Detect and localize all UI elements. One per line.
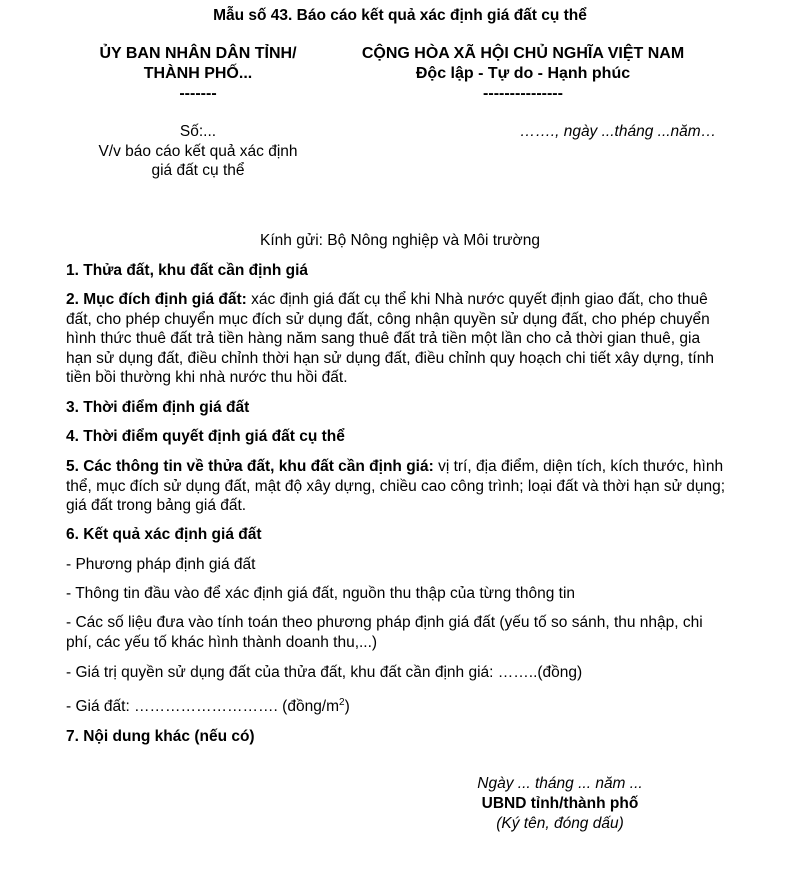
recipient-line: Kính gửi: Bộ Nông nghiệp và Môi trường [260, 232, 540, 249]
agency-rule: ------- [179, 85, 217, 102]
section-3-heading: 3. Thời điểm định giá đất [66, 399, 250, 416]
document-number: Số:... [179, 123, 217, 140]
signature-note: (Ký tên, đóng dấu) [496, 815, 624, 832]
agency-line-1: ỦY BAN NHÂN DÂN TỈNH/ [99, 45, 297, 62]
form-title: Mẫu số 43. Báo cáo kết quả xác định giá đất cụ thể [213, 7, 587, 24]
price-suffix: ) [344, 698, 350, 715]
price-prefix: - Giá đất: ………………………. (đồng/m [66, 698, 340, 715]
section-2-paragraph [66, 290, 730, 388]
subject-line-1: V/v báo cáo kết quả xác định [98, 142, 298, 160]
section-6-item-value: - Giá trị quyền sử dụng đất của thửa đất, khu đất cần định giá: ……..(đồng) [66, 664, 583, 681]
section-6-heading: 6. Kết quả xác định giá đất [66, 526, 262, 543]
section-5-text: vị trí, địa điểm, diện tích, kích thước, hình thể, mục đích sử dụng đất, mật độ xây dựng, chiều cao công trình; loại đất và thời hạn sử dụng; giá đất trong bảng giá đất. [66, 458, 726, 514]
section-4-heading: 4. Thời điểm quyết định giá đất cụ thể [66, 428, 345, 445]
signature-block [440, 774, 680, 834]
nation-rule: --------------- [483, 85, 563, 102]
section-6-item-inputs: - Thông tin đầu vào để xác định giá đất, nguồn thu thập của từng thông tin [66, 585, 576, 602]
national-header [340, 44, 706, 104]
nation-name: CỘNG HÒA XÃ HỘI CHỦ NGHĨA VIỆT NAM [361, 45, 685, 62]
price-unit-superscript: 2 [339, 697, 345, 708]
section-6-item-figures: - Các số liệu đưa vào tính toán theo phương pháp định giá đất (yếu tố so sánh, thu nhập, chi phí, các yếu tố khác hình thành doanh thu,...) [66, 614, 703, 651]
place-dateline: ……., ngày ...tháng ...năm… [519, 123, 717, 140]
section-5-label: 5. Các thông tin về thửa đất, khu đất cần định giá: [66, 458, 434, 475]
section-1-heading: 1. Thửa đất, khu đất cần định giá [66, 262, 309, 279]
section-6-item-price [66, 697, 730, 717]
section-6-item-method: - Phương pháp định giá đất [66, 556, 256, 573]
document-reference [48, 122, 348, 181]
signature-date: Ngày ... tháng ... năm ... [477, 775, 643, 792]
section-2-label: 2. Mục đích định giá đất: [66, 291, 247, 308]
section-7-heading: 7. Nội dung khác (nếu có) [66, 728, 255, 745]
issuing-agency [48, 44, 348, 104]
signature-authority: UBND tỉnh/thành phố [481, 795, 639, 812]
agency-line-2: THÀNH PHỐ... [143, 65, 253, 82]
nation-motto: Độc lập - Tự do - Hạnh phúc [415, 65, 631, 82]
section-2-text: xác định giá đất cụ thể khi Nhà nước quyết định giao đất, cho thuê đất, cho phép chuyển mục đích sử dụng đất, công nhận quyền sử dụng đất, cho phép chuyển hình thức thuê đất trả tiền hàng năm sang thuê đất trả tiền một lần cho cả thời gian thuê, gia hạn sử dụng đất, điều chỉnh thời hạn sử dụng đất, điều chỉnh quy hoạch chi tiết xây dựng, tính tiền bồi thường khi nhà nước thu hồi đất. [66, 291, 714, 386]
section-5-paragraph [66, 457, 730, 516]
subject-line-2: giá đất cụ thể [151, 162, 245, 179]
